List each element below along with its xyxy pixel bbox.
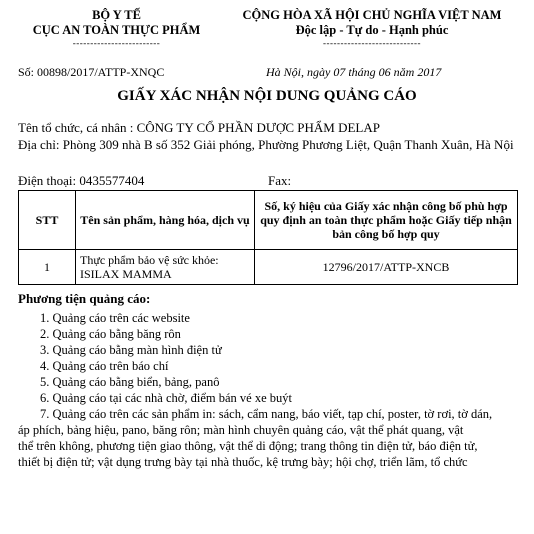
list-item: áp phích, bảng hiệu, pano, băng rôn; màn hình chuyên quảng cáo, vật thể phát quang, vật [18, 423, 464, 437]
agency-name: CỤC AN TOÀN THỰC PHẨM [32, 23, 201, 37]
ministry-name: BỘ Y TẾ [92, 8, 141, 22]
national-motto: Độc lập - Tự do - Hạnh phúc [295, 23, 449, 37]
fax-line: Fax: [268, 173, 292, 188]
table-cell: 12796/2017/ATTP-XNCB [255, 250, 518, 285]
table-row [19, 250, 518, 285]
media-list-continuation [18, 422, 523, 470]
organization-line: Tên tổ chức, cá nhân : CÔNG TY CỔ PHẦN DƯỢC PHẨM DELAP [18, 120, 380, 135]
column-header: Số, ký hiệu của Giấy xác nhận công bố phù hợp quy định an toàn thực phẩm hoặc Giấy tiếp nhận bản công bố hợp quy [255, 191, 518, 250]
list-item: 6. Quảng cáo tại các nhà chờ, điểm bán vé xe buýt [40, 391, 293, 405]
phone-line: Điện thoại: 0435577404 [18, 173, 145, 188]
product-table [18, 190, 518, 285]
list-item: 3. Quảng cáo bằng màn hình điện tử [40, 343, 222, 357]
national-header [222, 8, 522, 48]
issuer-header [14, 8, 219, 48]
media-list [40, 310, 518, 422]
table-cell: Thực phẩm bảo vệ sức khỏe: ISILAX MAMMA [76, 250, 255, 285]
address-line: Địa chỉ: Phòng 309 nhà B số 352 Giải phóng, Phường Phương Liệt, Quận Thanh Xuân, Hà Nội [18, 137, 514, 152]
table-header-row [19, 191, 518, 250]
column-header: STT [19, 191, 76, 250]
list-item: 7. Quảng cáo trên các sản phẩm in: sách, cẩm nang, báo viết, tạp chí, poster, tờ rơi, tờ dán, [40, 407, 493, 421]
list-item: thiết bị điện tử; vật dụng trưng bày tại nhà thuốc, kệ trưng bày; hội chợ, triển lãm, tổ chức [18, 455, 468, 469]
document-title: GIẤY XÁC NHẬN NỘI DUNG QUẢNG CÁO [117, 88, 417, 104]
list-item: 2. Quảng cáo bằng băng rôn [40, 327, 181, 341]
list-item: 5. Quảng cáo bằng biển, bảng, panô [40, 375, 220, 389]
media-label: Phương tiện quảng cáo: [18, 291, 151, 306]
column-header: Tên sản phẩm, hàng hóa, dịch vụ [76, 191, 255, 250]
table-cell: 1 [19, 250, 76, 285]
nation-name: CỘNG HÒA XÃ HỘI CHỦ NGHĨA VIỆT NAM [242, 8, 502, 22]
list-item: 1. Quảng cáo trên các website [40, 311, 190, 325]
motto-divider: ---------------------------- [323, 38, 421, 48]
document-number: Số: 00898/2017/ATTP-XNQC [18, 65, 165, 79]
document-date: Hà Nội, ngày 07 tháng 06 năm 2017 [266, 65, 442, 79]
list-item: thể trên không, phương tiện giao thông, vật thể di động; trang thông tin điện tử, báo điện tử, [18, 439, 478, 453]
list-item: 4. Quảng cáo trên báo chí [40, 359, 169, 373]
agency-divider: ------------------------- [72, 38, 161, 48]
